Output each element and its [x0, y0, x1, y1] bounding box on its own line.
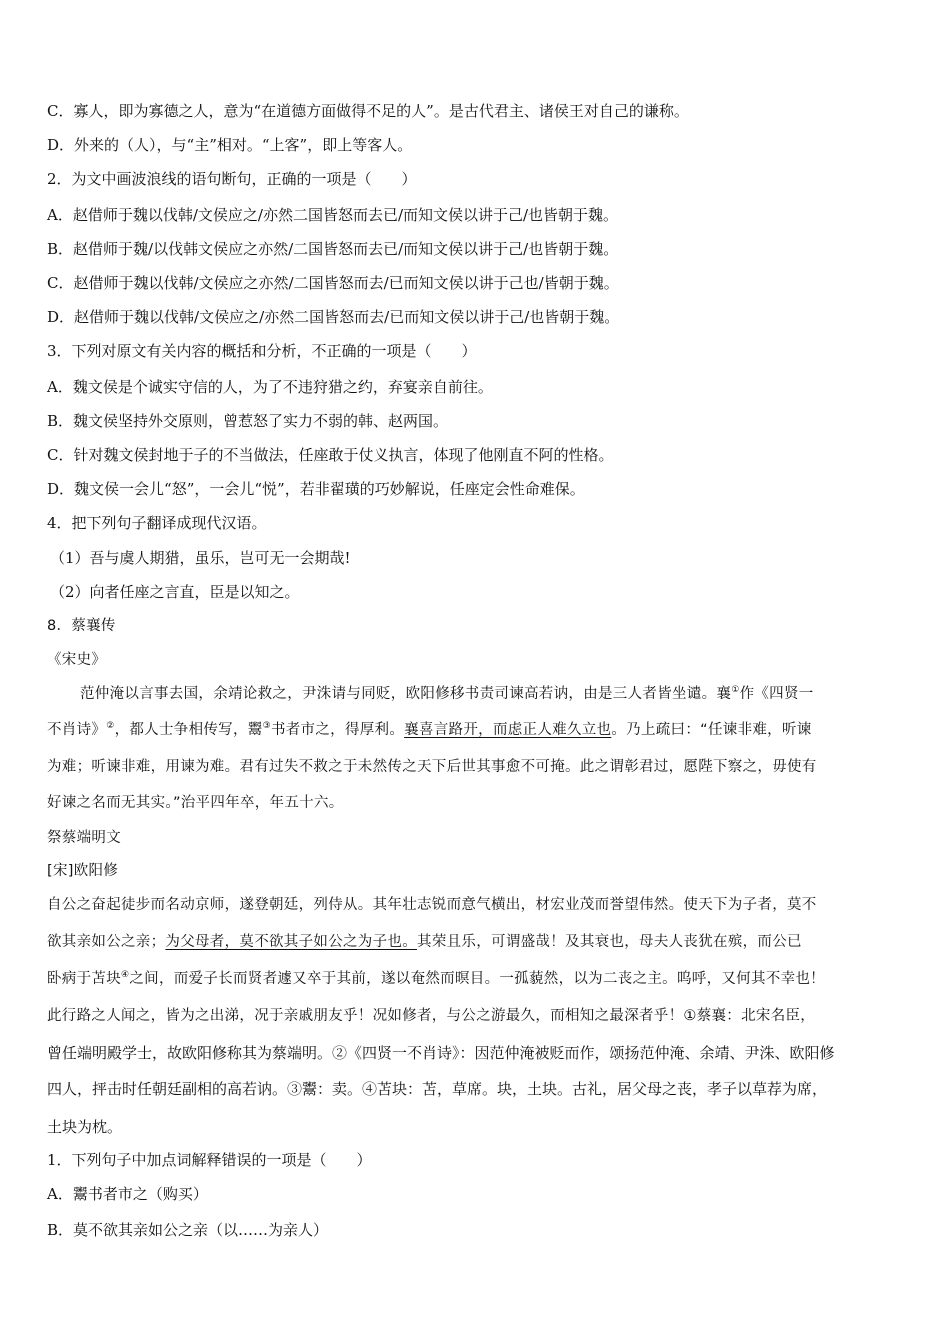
section-8-title: 8．蔡襄传 [47, 618, 116, 634]
text-run: 书者市之，得厚利。 [270, 722, 405, 738]
question-4-stem: 4．把下列句子翻译成现代汉语。 [47, 514, 267, 532]
text-run: 不肖诗》 [47, 722, 107, 738]
passage-1-line-3: 为难；听谏非难，用谏为难。君有过失不救之于未然传之天下后世其事愈不可掩。此之谓彰君过，愿陛下察之，毋使有 [47, 759, 817, 775]
q3-option-a: A．魏文侯是个诚实守信的人，为了不违狩猎之约，弃宴亲自前往。 [47, 378, 493, 396]
question-3-stem: 3．下列对原文有关内容的概括和分析，不正确的一项是（ ） [47, 342, 477, 360]
text-run: 其荣且乐，可谓盛哉！及其衰也，母夫人丧犹在殡，而公已 [417, 934, 802, 950]
q2-option-b: B．赵借师于魏/以伐韩文侯应之亦然/二国皆怒而去已/而知文侯以讲于己/也皆朝于魏。 [47, 240, 619, 258]
text-run: 范仲淹以言事去国，余靖论救之，尹洙请与同贬，欧阳修移书责司谏高若讷，由是三人者皆坐谴。襄 [80, 686, 732, 702]
text-run: ，都人士争相传写，鬻 [114, 722, 263, 738]
q8-1-option-b: B．莫不欲其亲如公之亲（以……为亲人） [47, 1221, 329, 1239]
passage-1-line-2 [47, 720, 812, 740]
notes-line-3: 土块为枕。 [47, 1118, 123, 1136]
q3-option-b: B．魏文侯坚持外交原则，曾惹怒了实力不弱的韩、赵两国。 [47, 412, 449, 430]
footnote-mark: ① [731, 685, 740, 696]
text-run: 作《四贤一 [739, 686, 814, 702]
passage-2-line-3 [47, 969, 825, 989]
q3-option-c: C．针对魏文侯封地于子的不当做法，任座敢于仗义执言，体现了他刚直不阿的性格。 [47, 446, 614, 464]
source-author: [宋]欧阳修 [47, 863, 119, 879]
text-run: 卧病于苫块 [47, 971, 121, 987]
passage-2-line-4: 此行路之人闻之，皆为之出涕，况于亲戚朋友乎！况如修者，与公之游最久，而相知之最深者乎！①蔡襄：北宋名臣， [47, 1008, 816, 1024]
footnote-mark: ② [106, 721, 115, 732]
q2-option-d: D．赵借师于魏以伐韩/文侯应之/亦然二国皆怒而去/已而知文侯以讲于己/也皆朝于魏。 [47, 308, 620, 326]
text-run: 之间，而爱子长而贤者遽又卒于其前，遂以奄然而暝目。一孤藐然，以为二丧之主。呜呼，又何其不幸也！ [129, 971, 825, 987]
text-run: 欲其亲如公之亲； [47, 934, 166, 950]
q8-1-option-a: A．鬻书者市之（购买） [47, 1185, 208, 1203]
option-d: D．外来的（人），与“主”相对。“上客”，即上等客人。 [47, 136, 413, 154]
notes-line-1: 曾任端明殿学士，故欧阳修称其为蔡端明。②《四贤一不肖诗》：因范仲淹被贬而作，颂扬范仲淹、余靖、尹洙、欧阳修 [47, 1044, 835, 1062]
underlined-sentence: 为父母者，莫不欲其子如公之为子也。 [165, 934, 418, 950]
passage-2-line-2 [47, 932, 802, 952]
q3-option-d: D．魏文侯一会儿“怒”，一会儿“悦”，若非翟璜的巧妙解说，任座定会性命难保。 [47, 480, 585, 498]
footnote-mark: ④ [121, 970, 130, 981]
passage-1-line-1 [80, 684, 814, 704]
question-2-stem: 2．为文中画波浪线的语句断句，正确的一项是（ ） [47, 170, 417, 188]
q2-option-c: C．赵借师于魏以伐韩/文侯应之亦然/二国皆怒而去/已而知文侯以讲于己也/皆朝于魏。 [47, 274, 619, 292]
q4-sentence-2: （2）向者任座之言直，臣是以知之。 [50, 583, 300, 601]
underlined-sentence: 襄喜言路开，而虑正人难久立也 [404, 722, 612, 738]
notes-line-2: 四人，抨击时任朝廷副相的高若讷。③鬻：卖。④苫块：苫，草席。块，土块。古礼，居父母之丧，孝子以草荐为席， [47, 1080, 828, 1098]
q4-sentence-1: （1）吾与虞人期猎，虽乐，岂可无一会期哉! [50, 549, 351, 567]
source-title-jiwen: 祭蔡端明文 [47, 830, 121, 846]
passage-1-line-4: 好谏之名而无其实。”治平四年卒，年五十六。 [47, 795, 344, 811]
source-title-songshi: 《宋史》 [47, 652, 107, 668]
footnote-mark: ③ [262, 721, 271, 732]
option-c: C．寡人，即为寡德之人，意为“在道德方面做得不足的人”。是古代君主、诸侯王对自己的谦称。 [47, 102, 689, 120]
passage-2-line-1: 自公之奋起徒步而名动京师，遂登朝廷，列侍从。其年壮志锐而意气横出，材宏业茂而誉望伟然。使天下为子者，莫不 [47, 897, 817, 913]
q8-1-stem: 1．下列句子中加点词解释错误的一项是（ ） [47, 1151, 372, 1169]
q2-option-a: A．赵借师于魏以伐韩/文侯应之/亦然二国皆怒而去已/而知文侯以讲于己/也皆朝于魏。 [47, 206, 619, 224]
text-run: 。乃上疏曰：“任谏非难，听谏 [611, 722, 812, 738]
